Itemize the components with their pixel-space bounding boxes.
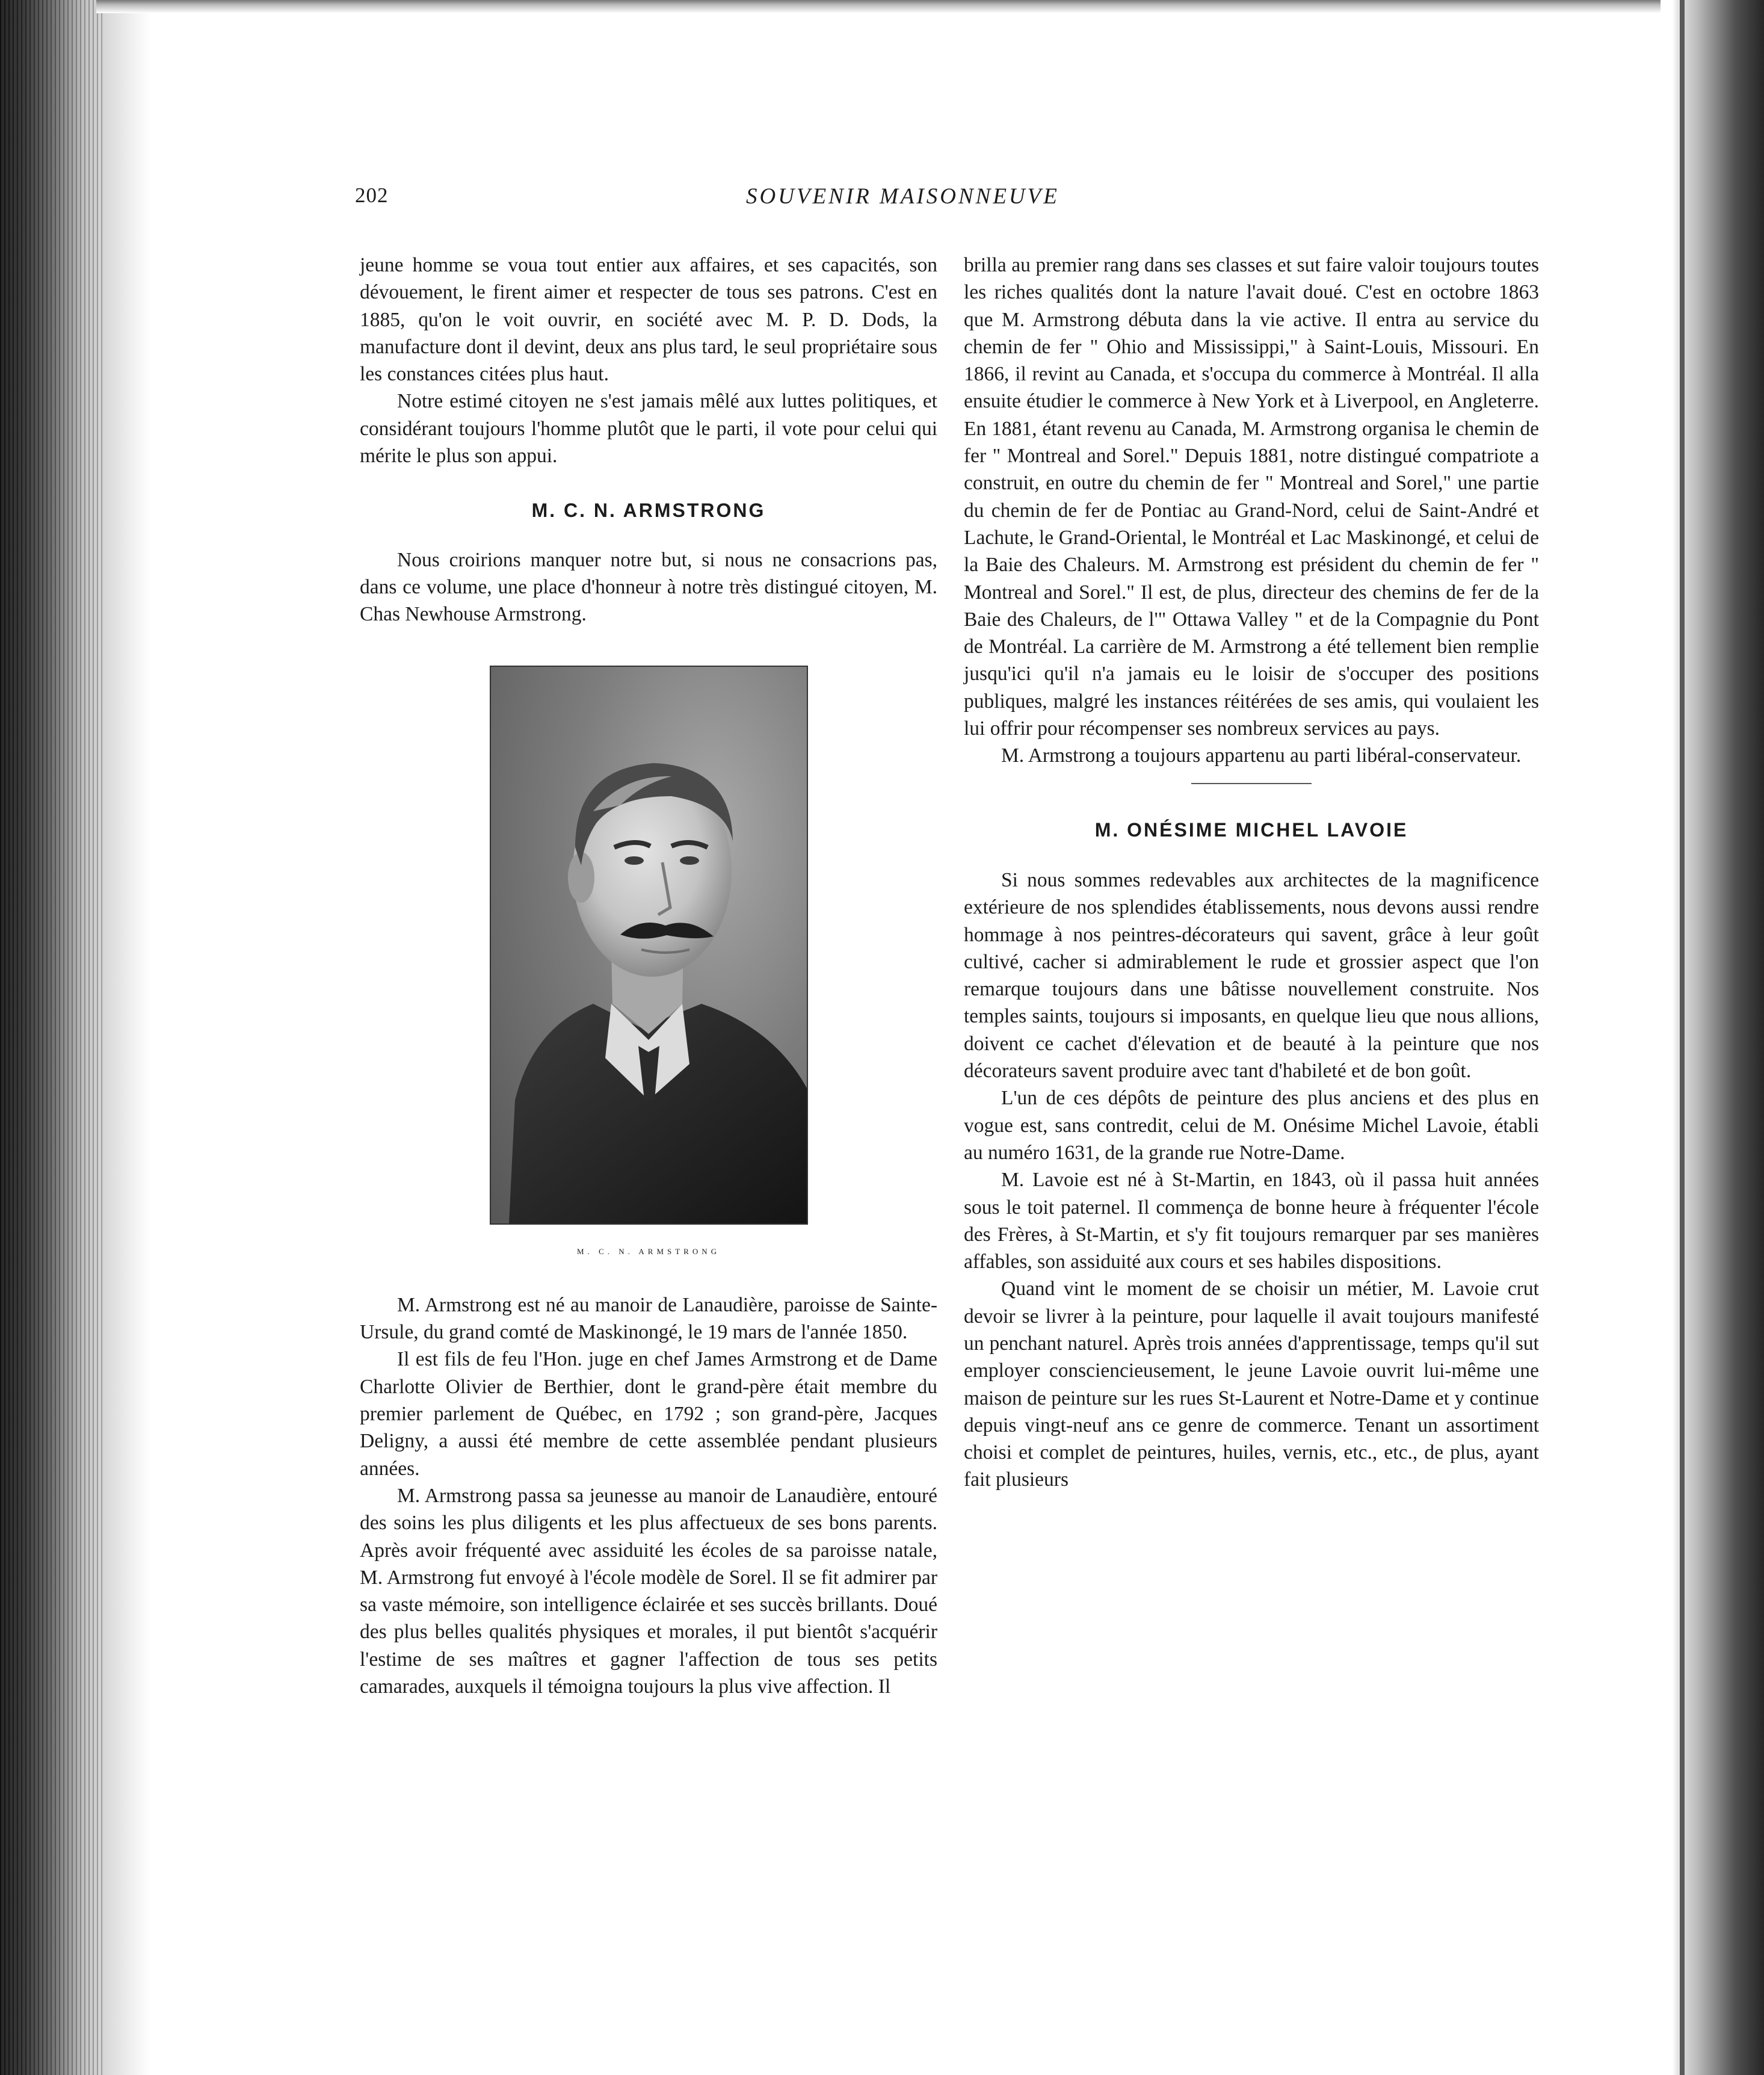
paragraph: M. Lavoie est né à St-Martin, en 1843, où il passa huit années sous le toit paternel. Il commença de bonne heure à fréquenter l'école des Frères, à St-Martin, et s'y fit toujours remarquer par ses manières affables, son assiduité aux cours et ses habiles dispositions.	[964, 1169, 1539, 1273]
portrait-photo-icon	[490, 666, 808, 1225]
paragraph: M. Armstrong a toujours appartenu au parti libéral-conservateur.	[1001, 744, 1522, 767]
paragraph: Si nous sommes redevables aux architectes de la magnificence extérieure de nos splendides établissements, nous devons aussi rendre hommage à nos peintres-décorateurs qui savent, grâce à leur goût cultivé, cacher si admirablement le rude et grossier aspect que l'on remarque toujours dans une bâtisse nouvellement construite. Nos temples saints, toujours si imposants, en quelque lieu que nous allions, doivent ce cachet d'élevation et de beauté à la peinture que nos décorateurs savent produire avec tant d'habileté et de bon goût.	[964, 868, 1539, 1083]
book-binding-edge	[0, 0, 150, 2075]
paragraph: Quand vint le moment de se choisir un métier, M. Lavoie crut devoir se livrer à la peinture, pour laquelle il avait toujours manifesté un penchant naturel. Après trois années d'apprentissage, temps qu'il sut employer consciencieusement, le jeune Lavoie ouvrit lui-même une maison de peinture sur les rues St-Laurent et Notre-Dame et y continue depuis vingt-neuf ans ce genre de commerce. Tenant un assortiment choisi et complet de peintures, huiles, vernis, etc., etc., de plus, ayant fait plusieurs	[964, 1278, 1539, 1491]
page-stack-edge	[1673, 0, 1764, 2075]
right-column	[964, 252, 1539, 1494]
portrait-caption: M. C. N. ARMSTRONG	[576, 1246, 721, 1256]
left-column	[360, 252, 937, 1700]
paragraph: Notre estimé citoyen ne s'est jamais mêlé aux luttes politiques, et considérant toujours l'homme plutôt que le parti, il vote pour celui qui mérite le plus son appui.	[360, 390, 937, 468]
lead-paragraph: Nous croirions manquer notre but, si nous ne consacrions pas, dans ce volume, une place d'honneur à notre très distingué citoyen, M. Chas Newhouse Armstrong.	[360, 548, 937, 626]
section-heading-lavoie: M. ONÉSIME MICHEL LAVOIE	[1094, 818, 1408, 841]
section-divider	[1191, 783, 1312, 784]
paragraph: L'un de ces dépôts de peinture des plus anciens et des plus en vogue est, sans contredit, celui de M. Onésime Michel Lavoie, établi au numéro 1631, de la grande rue Notre-Dame.	[964, 1087, 1539, 1164]
page-number: 202	[355, 184, 389, 207]
section-heading-armstrong: M. C. N. ARMSTRONG	[531, 499, 766, 522]
paragraph: M. Armstrong passa sa jeunesse au manoir de Lanaudière, entouré des soins les plus diligents et les plus affectueux de ses bons parents. Après avoir fréquenté avec assiduité les écoles de sa paroisse natale, M. Armstrong fut envoyé à l'école modèle de Sorel. Il se fit admirer par sa vaste mémoire, son intelligence éclairée et ses succès brillants. Doué des plus belles qualités physiques et morales, il put bientôt s'acquérir l'estime de ses maîtres et gagner l'affection de tous ses petits camarades, auxquels il témoigna toujours la plus vive affection. Il	[360, 1484, 937, 1698]
page-top-edge	[96, 0, 1661, 13]
portrait-figure	[491, 667, 807, 1223]
paragraph: Il est fils de feu l'Hon. juge en chef James Armstrong et de Dame Charlotte Olivier de Berthier, dont le grand-père était membre du premier parlement de Québec, en 1792 ; son grand-père, Jacques Deligny, a aussi été membre de cette assemblée pendant plusieurs années.	[360, 1348, 937, 1480]
paragraph: jeune homme se voua tout entier aux affaires, et ses capacités, son dévouement, le firent aimer et respecter de tous ses patrons. C'est en 1885, qu'on le voit ouvrir, en société avec M. P. D. Dods, la manufacture dont il devint, deux ans plus tard, le seul propriétaire sous les constances citées plus haut.	[360, 254, 937, 386]
page-header	[355, 184, 1435, 220]
paragraph: M. Armstrong est né au manoir de Lanaudière, paroisse de Sainte-Ursule, du grand comté de Maskinongé, le 19 mars de l'année 1850.	[360, 1293, 937, 1344]
running-title: SOUVENIR MAISONNEUVE	[746, 184, 1059, 209]
paragraph: brilla au premier rang dans ses classes et sut faire valoir toujours toutes les riches qualités dont la nature l'avait doué. C'est en octobre 1863 que M. Armstrong débuta dans la vie active. Il entra au service du chemin de fer " Ohio and Mississippi," à Saint-Louis, Missouri. En 1866, il revint au Canada, et s'occupa du commerce à Montréal. Il alla ensuite étudier le commerce à New York et à Liverpool, en Angleterre. En 1881, étant revenu au Canada, M. Armstrong organisa le chemin de fer " Montreal and Sorel." Depuis 1881, notre distingué compatriote a construit, en outre du chemin de fer " Montreal and Sorel," une partie du chemin de fer de Pontiac au Grand-Nord, celui de Saint-André et Lachute, le Grand-Oriental, le Montréal et Lac Maskinongé, et celui de la Baie des Chaleurs. M. Armstrong est président du chemin de fer " Montreal and Sorel." Il est, de plus, directeur des chemins de fer de la Baie des Chaleurs, de l'" Ottawa Valley " et de la Compagnie du Pont de Montréal. La carrière de M. Armstrong a été tellement bien remplie jusqu'ici qu'il n'a jamais eu le loisir de s'occuper des positions publiques, malgré les instances réitérées de ses amis, qui voulaient les lui offrir pour récompenser ses nombreux services au pays.	[964, 254, 1539, 740]
